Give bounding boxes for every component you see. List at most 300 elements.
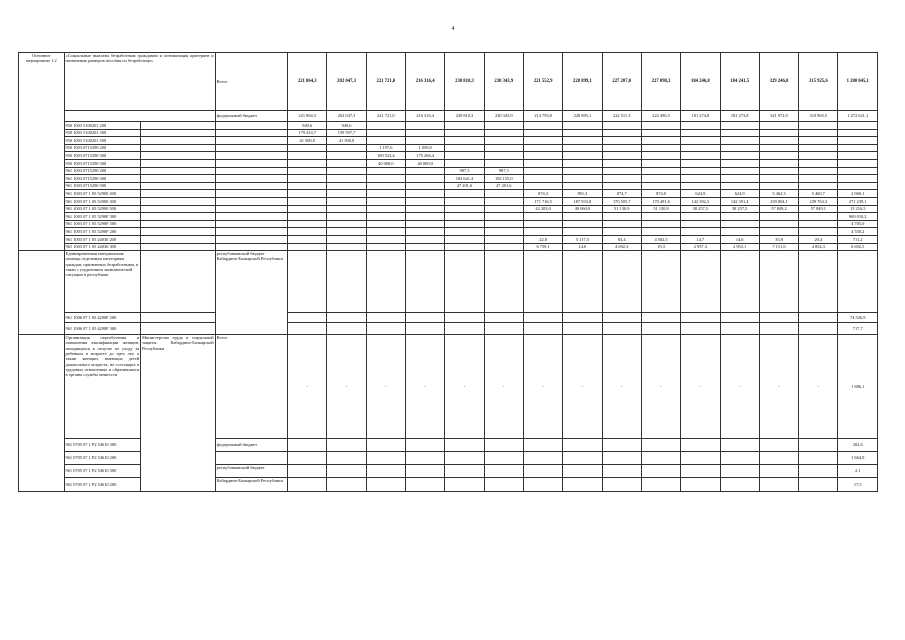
blank-cell bbox=[366, 465, 405, 478]
value-cell bbox=[366, 205, 405, 213]
blank-cell bbox=[445, 478, 484, 492]
dash-cell: - bbox=[484, 335, 523, 439]
table-row bbox=[19, 129, 878, 137]
blank-cell bbox=[681, 478, 720, 492]
blank-cell bbox=[406, 465, 445, 478]
event-title-2: Единовременная материальная помощь отдельным категориям граждан, признанных безработными, в связи с ухудшением экономической ситуации в республике bbox=[64, 251, 141, 313]
value-cell bbox=[602, 175, 641, 183]
budget-code: 961 1003 07 1 05 24030 300 bbox=[64, 243, 141, 251]
value-cell: 180 523,4 bbox=[366, 152, 405, 160]
value-cell: 228 899,1 bbox=[563, 53, 602, 111]
blank-cell bbox=[141, 175, 216, 183]
value-cell: 83,4 bbox=[602, 235, 641, 243]
value-cell: 57 849,2 bbox=[759, 205, 798, 213]
blank-cell bbox=[799, 323, 838, 335]
budget-code: 961 1003 07 1 05 52900 200 bbox=[64, 190, 141, 198]
event-title-1: «Социальные выплаты безработным гражданам и оптимизация критериев и назначения размеров пособия по безработице» bbox=[64, 53, 215, 111]
value-cell bbox=[445, 144, 484, 152]
blank-cell bbox=[215, 129, 287, 137]
value-cell bbox=[288, 182, 327, 190]
value-cell: 184 241,5 bbox=[720, 53, 759, 111]
value-cell bbox=[484, 205, 523, 213]
blank-cell bbox=[838, 251, 878, 313]
blank-cell bbox=[327, 313, 366, 323]
value-cell bbox=[288, 175, 327, 183]
dash-cell: - bbox=[366, 335, 405, 439]
value-cell: 19,3 bbox=[641, 243, 680, 251]
blank-cell bbox=[366, 313, 405, 323]
table-row bbox=[19, 220, 878, 228]
blank-cell bbox=[215, 175, 287, 183]
value-cell bbox=[288, 159, 327, 167]
value-cell bbox=[759, 182, 798, 190]
value-cell bbox=[327, 197, 366, 205]
value-cell bbox=[484, 213, 523, 221]
blank-cell bbox=[445, 452, 484, 465]
value-cell bbox=[799, 152, 838, 160]
value-cell: 891,3 bbox=[563, 190, 602, 198]
value-cell bbox=[406, 213, 445, 221]
blank-cell bbox=[484, 439, 523, 452]
table-row bbox=[19, 111, 878, 122]
value-cell bbox=[759, 220, 798, 228]
value-cell bbox=[288, 205, 327, 213]
value-cell: 47 201,6 bbox=[484, 182, 523, 190]
value-cell: 321 972,9 bbox=[759, 111, 798, 122]
value-cell: 1 050,0 bbox=[406, 144, 445, 152]
value-cell bbox=[484, 122, 523, 130]
dash-cell: - bbox=[759, 335, 798, 439]
blank-cell bbox=[141, 243, 216, 251]
value-cell: 42 203,0 bbox=[523, 205, 562, 213]
value-cell bbox=[523, 167, 562, 175]
value-cell bbox=[366, 167, 405, 175]
value-cell bbox=[445, 122, 484, 130]
value-cell: 4 705,0 bbox=[838, 220, 878, 228]
value-cell bbox=[602, 159, 641, 167]
value-cell: 230 343,9 bbox=[484, 53, 523, 111]
blank-cell bbox=[141, 190, 216, 198]
blank-cell bbox=[563, 313, 602, 323]
value-cell bbox=[720, 182, 759, 190]
value-cell bbox=[799, 144, 838, 152]
value-cell bbox=[288, 197, 327, 205]
value-cell bbox=[681, 213, 720, 221]
value-cell: 57 849,1 bbox=[799, 205, 838, 213]
value-cell bbox=[406, 190, 445, 198]
value-cell bbox=[523, 220, 562, 228]
blank-cell bbox=[141, 228, 216, 236]
value-cell bbox=[759, 137, 798, 145]
value-cell: 181 273,8 bbox=[720, 111, 759, 122]
value-cell bbox=[563, 144, 602, 152]
value-cell: 47 201,6 bbox=[445, 182, 484, 190]
blank-cell bbox=[720, 439, 759, 452]
value-cell: 182 621,4 bbox=[445, 175, 484, 183]
blank-cell bbox=[215, 167, 287, 175]
table-row bbox=[19, 144, 878, 152]
budget-code: 961 0705 07 1 P2 54610 200 bbox=[64, 478, 141, 492]
dash-cell: - bbox=[523, 335, 562, 439]
value-cell: 222 496,5 bbox=[641, 111, 680, 122]
table-row bbox=[19, 228, 878, 236]
dash-cell: - bbox=[327, 335, 366, 439]
blank-cell bbox=[681, 465, 720, 478]
blank-cell bbox=[759, 465, 798, 478]
blank-cell bbox=[445, 439, 484, 452]
value-cell bbox=[720, 152, 759, 160]
blank-cell bbox=[563, 323, 602, 335]
value-cell bbox=[641, 122, 680, 130]
value-cell bbox=[366, 213, 405, 221]
value-cell bbox=[641, 228, 680, 236]
value-cell: 2 957,3 bbox=[681, 243, 720, 251]
value-cell bbox=[523, 129, 562, 137]
value-cell bbox=[641, 213, 680, 221]
value-cell bbox=[799, 122, 838, 130]
value-cell bbox=[681, 129, 720, 137]
value-cell bbox=[327, 182, 366, 190]
value-cell bbox=[484, 243, 523, 251]
blank-cell bbox=[215, 122, 287, 130]
value-cell bbox=[523, 182, 562, 190]
value-cell bbox=[759, 167, 798, 175]
value-cell bbox=[641, 129, 680, 137]
value-cell bbox=[602, 182, 641, 190]
blank-cell bbox=[641, 478, 680, 492]
value-cell bbox=[523, 175, 562, 183]
table-row bbox=[19, 159, 878, 167]
dash-cell: - bbox=[720, 335, 759, 439]
blank-cell bbox=[445, 251, 484, 313]
table-row bbox=[19, 243, 878, 251]
blank-cell bbox=[406, 439, 445, 452]
value-cell bbox=[366, 235, 405, 243]
value-cell bbox=[641, 220, 680, 228]
value-cell bbox=[366, 228, 405, 236]
value-cell bbox=[641, 144, 680, 152]
value-cell bbox=[366, 197, 405, 205]
value-cell: 315 925,6 bbox=[799, 53, 838, 111]
value-cell bbox=[799, 137, 838, 145]
budget-code: 961 0705 07 1 P2 54610 200 bbox=[64, 452, 141, 465]
value-cell bbox=[720, 175, 759, 183]
table-row bbox=[19, 182, 878, 190]
blank-cell bbox=[681, 323, 720, 335]
value-cell bbox=[838, 152, 878, 160]
blank-cell bbox=[602, 313, 641, 323]
value-cell: 6 759,1 bbox=[523, 243, 562, 251]
budget-code: 961 1006 07 1 05 4290F 200 bbox=[64, 313, 141, 323]
blank-cell bbox=[141, 137, 216, 145]
value-cell: 1 664,0 bbox=[838, 452, 878, 465]
value-cell bbox=[838, 137, 878, 145]
value-cell bbox=[563, 122, 602, 130]
blank-cell bbox=[523, 439, 562, 452]
value-cell: 227 098,3 bbox=[641, 53, 680, 111]
value-cell: 202 047,3 bbox=[327, 53, 366, 111]
value-cell bbox=[799, 175, 838, 183]
value-cell bbox=[484, 152, 523, 160]
value-cell bbox=[563, 137, 602, 145]
value-cell: 40 000,0 bbox=[406, 159, 445, 167]
value-cell bbox=[406, 235, 445, 243]
value-cell bbox=[288, 144, 327, 152]
value-cell: 182 155,0 bbox=[484, 175, 523, 183]
blank-cell bbox=[406, 251, 445, 313]
value-cell bbox=[288, 167, 327, 175]
value-cell bbox=[563, 175, 602, 183]
blank-cell bbox=[523, 323, 562, 335]
blank-cell bbox=[141, 205, 216, 213]
value-cell bbox=[759, 159, 798, 167]
blank-cell bbox=[141, 313, 216, 323]
budget-code: 961 1006 07 1 05 4290F 300 bbox=[64, 323, 141, 335]
blank-cell bbox=[215, 182, 287, 190]
value-cell bbox=[681, 175, 720, 183]
blank-cell bbox=[215, 213, 287, 221]
value-cell bbox=[445, 129, 484, 137]
value-cell: 159 597,7 bbox=[327, 129, 366, 137]
value-cell: 17,5 bbox=[838, 478, 878, 492]
value-cell bbox=[799, 220, 838, 228]
value-cell: 38 257,5 bbox=[720, 205, 759, 213]
value-cell bbox=[327, 205, 366, 213]
blank-cell bbox=[64, 111, 215, 122]
value-cell bbox=[445, 228, 484, 236]
dash-cell: - bbox=[602, 335, 641, 439]
value-cell bbox=[681, 182, 720, 190]
budget-code: 961 1003 0715290 300 bbox=[64, 175, 141, 183]
source-republic-label: республиканский бюджет Кабардино-Балкарской Республики bbox=[215, 251, 287, 335]
source-federal-label: федеральный бюджет bbox=[215, 439, 287, 452]
value-cell bbox=[445, 152, 484, 160]
blank-cell bbox=[681, 452, 720, 465]
blank-cell bbox=[641, 251, 680, 313]
blank-cell bbox=[720, 452, 759, 465]
value-cell: 14,7 bbox=[681, 235, 720, 243]
blank-cell bbox=[563, 439, 602, 452]
blank-cell bbox=[484, 465, 523, 478]
blank-cell bbox=[215, 152, 287, 160]
value-cell bbox=[406, 205, 445, 213]
value-cell bbox=[759, 144, 798, 152]
blank-cell bbox=[215, 452, 287, 465]
value-cell bbox=[838, 122, 878, 130]
table-row bbox=[19, 205, 878, 213]
table-row bbox=[19, 213, 878, 221]
value-cell bbox=[366, 129, 405, 137]
blank-cell bbox=[641, 313, 680, 323]
blank-cell bbox=[523, 313, 562, 323]
value-cell bbox=[720, 137, 759, 145]
value-cell bbox=[523, 152, 562, 160]
blank-cell bbox=[799, 465, 838, 478]
value-cell bbox=[641, 182, 680, 190]
value-cell: 874,7 bbox=[602, 190, 641, 198]
value-cell: 5 117,5 bbox=[563, 235, 602, 243]
blank-cell bbox=[799, 251, 838, 313]
value-cell bbox=[288, 243, 327, 251]
value-cell bbox=[288, 235, 327, 243]
blank-cell bbox=[141, 213, 216, 221]
blank-cell bbox=[720, 251, 759, 313]
value-cell: 624,9 bbox=[681, 190, 720, 198]
value-cell bbox=[602, 137, 641, 145]
value-cell: 14,0 bbox=[563, 243, 602, 251]
value-cell: 310 965,5 bbox=[799, 111, 838, 122]
value-cell bbox=[720, 167, 759, 175]
value-cell bbox=[563, 228, 602, 236]
value-cell: 6 692,5 bbox=[838, 243, 878, 251]
blank-cell bbox=[327, 465, 366, 478]
blank-cell bbox=[366, 478, 405, 492]
budget-code: 961 0705 07 1 P2 54610 300 bbox=[64, 465, 141, 478]
value-cell: 969 010,2 bbox=[838, 213, 878, 221]
table-row bbox=[19, 197, 878, 205]
value-cell: 184 246,8 bbox=[681, 53, 720, 111]
blank-cell bbox=[215, 243, 287, 251]
value-cell bbox=[406, 167, 445, 175]
budget-code: 961 1003 07 1 05 24030 200 bbox=[64, 235, 141, 243]
value-cell bbox=[602, 228, 641, 236]
table-row bbox=[19, 335, 878, 439]
value-cell: 2,1 bbox=[838, 465, 878, 478]
blank-cell bbox=[19, 251, 65, 335]
budget-code: 950 1003 0715290 200 bbox=[64, 144, 141, 152]
budget-code: 961 1003 07 1 05 5290F 200 bbox=[64, 228, 141, 236]
value-cell: 51 130,9 bbox=[602, 205, 641, 213]
blank-cell bbox=[141, 197, 216, 205]
value-cell: 987,3 bbox=[445, 167, 484, 175]
value-cell: 5 460,7 bbox=[799, 190, 838, 198]
value-cell bbox=[327, 152, 366, 160]
blank-cell bbox=[563, 452, 602, 465]
table-row bbox=[19, 235, 878, 243]
value-cell bbox=[759, 213, 798, 221]
blank-cell bbox=[215, 220, 287, 228]
value-cell bbox=[445, 137, 484, 145]
value-cell: 239 763,3 bbox=[799, 197, 838, 205]
value-cell bbox=[523, 137, 562, 145]
value-cell bbox=[838, 175, 878, 183]
value-cell: 74 526,9 bbox=[838, 313, 878, 323]
blank-cell bbox=[759, 323, 798, 335]
dash-cell: - bbox=[681, 335, 720, 439]
value-cell bbox=[288, 220, 327, 228]
value-cell bbox=[327, 190, 366, 198]
table-row bbox=[19, 167, 878, 175]
value-cell: 221 864,3 bbox=[288, 53, 327, 111]
budget-table bbox=[18, 52, 878, 492]
source-total-label: Всего bbox=[215, 335, 287, 439]
budget-code: 961 1003 0715290 500 bbox=[64, 182, 141, 190]
blank-cell bbox=[563, 478, 602, 492]
value-cell bbox=[681, 152, 720, 160]
value-cell bbox=[838, 129, 878, 137]
value-cell: 239 804,1 bbox=[759, 197, 798, 205]
dash-cell: - bbox=[799, 335, 838, 439]
value-cell: 40 000,0 bbox=[366, 159, 405, 167]
blank-cell bbox=[523, 452, 562, 465]
value-cell bbox=[327, 175, 366, 183]
value-cell bbox=[327, 235, 366, 243]
value-cell bbox=[445, 220, 484, 228]
event-cell: Основное мероприятие 1.2 bbox=[19, 53, 65, 251]
budget-code: 950 1003 5100201 500 bbox=[64, 137, 141, 145]
blank-cell bbox=[141, 235, 216, 243]
value-cell bbox=[799, 129, 838, 137]
blank-cell bbox=[215, 137, 287, 145]
blank-cell bbox=[799, 478, 838, 492]
value-cell: 22,8 bbox=[523, 235, 562, 243]
blank-cell bbox=[681, 439, 720, 452]
table-row bbox=[19, 323, 878, 335]
blank-cell bbox=[720, 323, 759, 335]
value-cell: 329 246,0 bbox=[759, 53, 798, 111]
value-cell: 711,2 bbox=[838, 235, 878, 243]
value-cell bbox=[445, 213, 484, 221]
value-cell bbox=[523, 144, 562, 152]
value-cell bbox=[563, 129, 602, 137]
value-cell bbox=[445, 243, 484, 251]
value-cell bbox=[838, 167, 878, 175]
blank-cell bbox=[759, 452, 798, 465]
blank-cell bbox=[141, 182, 216, 190]
value-cell: 987,3 bbox=[484, 167, 523, 175]
blank-cell bbox=[484, 313, 523, 323]
value-cell: 949,6 bbox=[288, 122, 327, 130]
value-cell bbox=[641, 152, 680, 160]
value-cell: 175 266,4 bbox=[406, 152, 445, 160]
dash-cell: - bbox=[641, 335, 680, 439]
table-row bbox=[19, 122, 878, 130]
value-cell bbox=[720, 228, 759, 236]
budget-code: 950 1003 0715290 300 bbox=[64, 152, 141, 160]
blank-cell bbox=[484, 323, 523, 335]
value-cell: 14,6 bbox=[720, 235, 759, 243]
blank-cell bbox=[484, 251, 523, 313]
value-cell: 5 462,3 bbox=[759, 190, 798, 198]
value-cell bbox=[602, 152, 641, 160]
value-cell bbox=[406, 182, 445, 190]
budget-code: 961 1003 07 1 05 5290F 500 bbox=[64, 220, 141, 228]
blank-cell bbox=[523, 251, 562, 313]
blank-cell bbox=[141, 129, 216, 137]
value-cell bbox=[406, 137, 445, 145]
value-cell bbox=[406, 220, 445, 228]
value-cell: 38 257,5 bbox=[681, 205, 720, 213]
value-cell bbox=[523, 159, 562, 167]
value-cell bbox=[484, 144, 523, 152]
value-cell bbox=[799, 159, 838, 167]
value-cell bbox=[759, 129, 798, 137]
budget-code: 950 1003 0715290 500 bbox=[64, 159, 141, 167]
value-cell bbox=[641, 159, 680, 167]
value-cell bbox=[406, 243, 445, 251]
blank-cell bbox=[366, 439, 405, 452]
value-cell: 202,6 bbox=[838, 439, 878, 452]
blank-cell bbox=[141, 220, 216, 228]
value-cell: 4 582,5 bbox=[641, 235, 680, 243]
value-cell: 221 864,3 bbox=[288, 111, 327, 122]
value-cell bbox=[602, 144, 641, 152]
value-cell: 170 491,6 bbox=[641, 197, 680, 205]
value-cell bbox=[327, 144, 366, 152]
blank-cell bbox=[288, 452, 327, 465]
value-cell: 40 060,0 bbox=[563, 205, 602, 213]
budget-code: 950 1003 5100201 300 bbox=[64, 129, 141, 137]
